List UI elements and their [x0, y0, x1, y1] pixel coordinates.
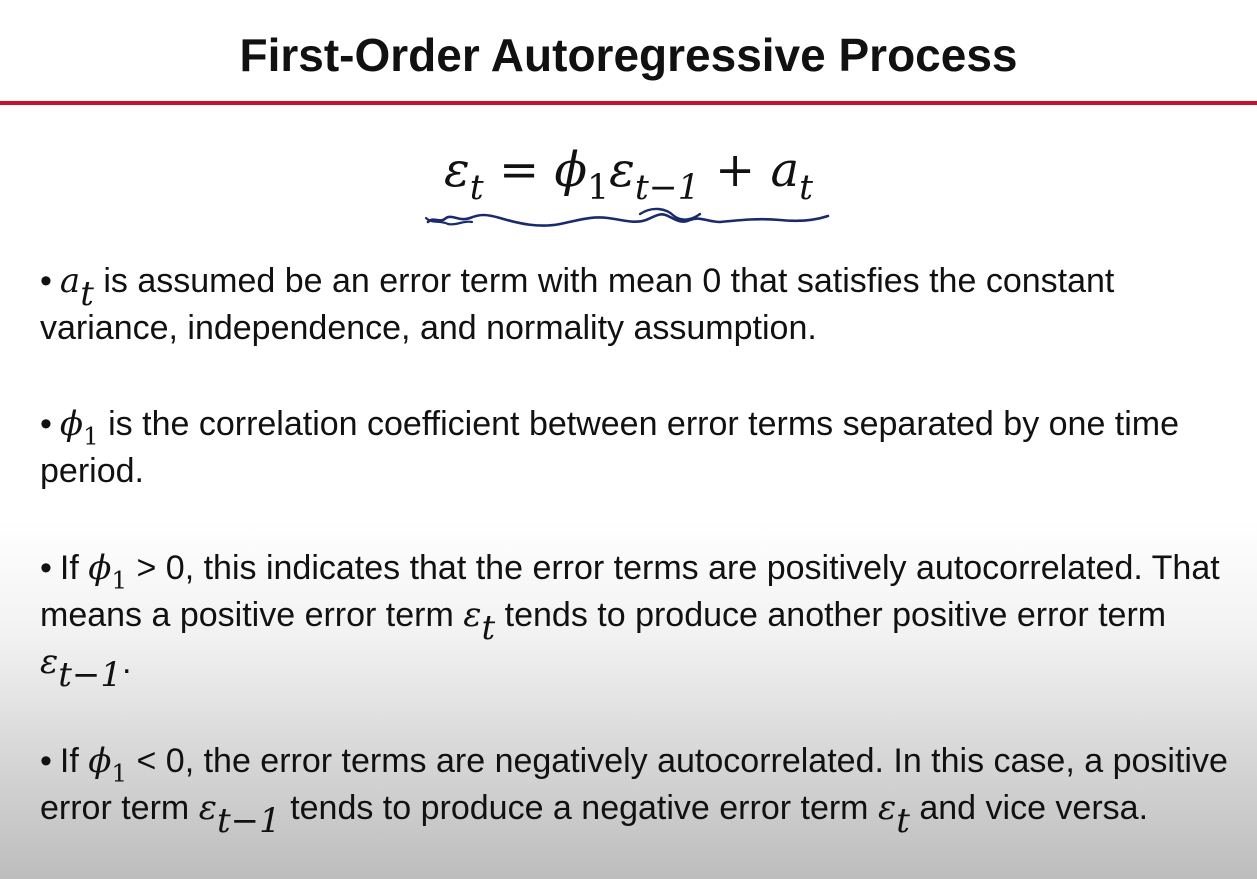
sym-a: a	[59, 261, 81, 301]
sym-epsilon: ε	[463, 595, 482, 635]
bullet-phi-correlation	[40, 401, 1250, 495]
eq-epsilon-lag-sub: t−1	[634, 168, 700, 209]
eq-a: a	[770, 142, 800, 198]
eq-lhs-sub: t	[469, 168, 484, 209]
sym-epsilon: ε	[877, 788, 897, 828]
eq-phi-sub: 1	[587, 168, 610, 209]
eq-equals: =	[498, 142, 540, 198]
bullet-text: is the correlation coefficient between error terms separated by one time period.	[40, 405, 1180, 490]
sym-phi: ϕ	[88, 548, 112, 588]
bullet-mid-text: tends to produce a negative error term	[290, 789, 869, 827]
sym-epsilon-lag: ε	[40, 642, 59, 682]
bullet-condition-text: < 0, the error terms are negatively autocorrelated. In this case, a positive error term	[40, 742, 1228, 827]
bullet-marker: •	[40, 405, 52, 443]
bullet-end-text: and vice versa.	[919, 789, 1149, 827]
bullet-text: is assumed be an error term with mean 0 that satisfies the constant variance, independence, and normality assumption.	[40, 262, 1115, 347]
bullet-mid-text: tends to produce another positive error term	[504, 596, 1167, 634]
sym-a-sub: t	[80, 273, 94, 314]
bullet-marker: •	[40, 549, 52, 587]
bullet-marker: •	[40, 262, 52, 300]
handwritten-underline-squiggle	[420, 200, 840, 236]
bullet-end-text: .	[122, 643, 132, 681]
bullet-lead: If	[59, 549, 79, 587]
slide-title: First-Order Autoregressive Process	[239, 29, 1018, 81]
eq-plus: +	[714, 142, 756, 198]
bullet-error-term	[40, 258, 1250, 352]
sym-epsilon-lag-sub: t−1	[58, 654, 123, 695]
bullet-negative-autocorrelation	[40, 738, 1250, 841]
eq-a-sub: t	[799, 168, 813, 209]
bullet-marker: •	[40, 742, 52, 780]
bullet-condition-text: > 0, this indicates that the error terms are positively autocorrelated. That means a positive error term	[40, 549, 1220, 634]
sym-epsilon-lag-sub: t−1	[216, 800, 281, 841]
sym-phi: ϕ	[59, 404, 84, 444]
sym-epsilon-sub: t	[481, 607, 496, 648]
ar1-equation	[0, 142, 1257, 209]
bullet-positive-autocorrelation	[40, 545, 1250, 695]
title-divider	[0, 101, 1257, 105]
eq-phi: ϕ	[554, 142, 588, 198]
sym-phi-sub: 1	[111, 565, 128, 595]
sym-phi-sub: 1	[111, 758, 128, 788]
sym-epsilon-lag: ε	[198, 788, 217, 828]
eq-lhs-epsilon: ε	[444, 142, 470, 198]
sym-phi-sub: 1	[83, 421, 99, 451]
bullet-lead: If	[59, 742, 79, 780]
sym-epsilon-sub: t	[896, 800, 910, 841]
eq-epsilon-lag: ε	[609, 142, 635, 198]
sym-phi: ϕ	[88, 741, 112, 781]
